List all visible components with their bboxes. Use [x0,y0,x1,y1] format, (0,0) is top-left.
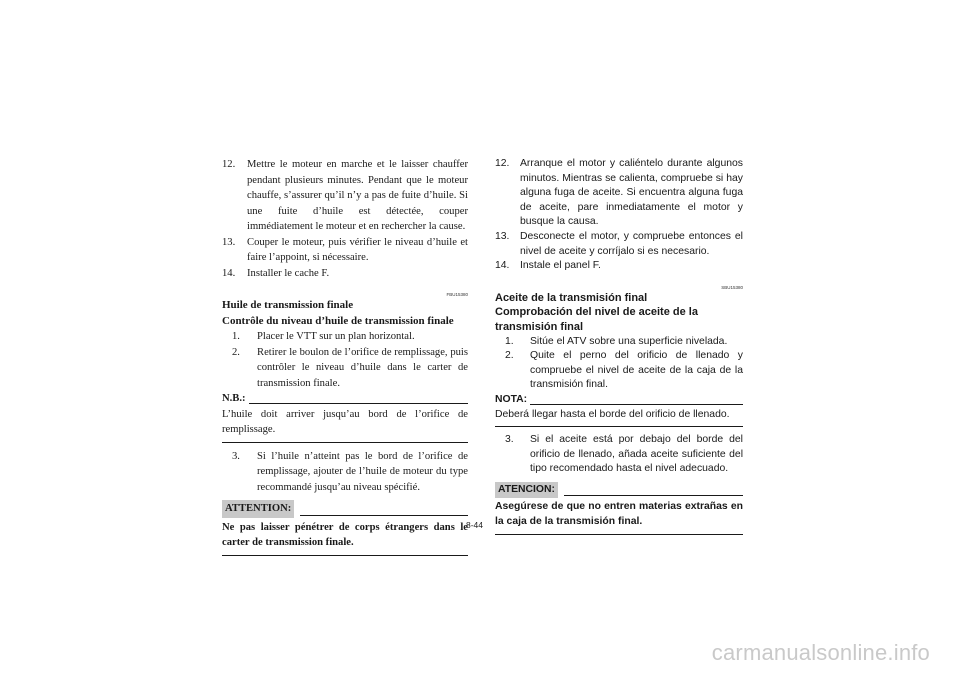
note-label: N.B.: [222,393,246,404]
page-number: 8-44 [466,520,484,530]
step-number: 3. [505,434,514,446]
es-attention-header [495,482,743,499]
es-attention-text: Asegúrese de que no entren materias extrañas en la caja de la transmisión final. [495,501,743,528]
spanish-column [495,157,743,535]
divider [495,534,743,535]
step-number: 1. [505,335,514,347]
es-section-code: SBU15380 [721,284,743,290]
step-number: 12. [495,158,510,169]
step-text: Quite el perno del orificio de llenado y compruebe el nivel de aceite de la caja de la transmisión final. [530,350,743,391]
step-number: 14. [495,260,510,272]
fr-section-heading: Huile de transmission finale [222,299,354,311]
step-number: 3. [232,450,240,462]
fr-step-12 [222,157,468,235]
step-number: 12. [222,159,236,170]
fr-step-3 [222,449,468,496]
es-step-14 [495,259,743,274]
es-section-heading: Aceite de la transmisión final [495,291,648,304]
step-text: Mettre le moteur en marche et le laisser chauffer pendant plusieurs minutes. Pendant que le moteur chauffe, s’assurer qu’il n’y a pas de fuite d’huile. Si une fuite d’huile est détectée, couper immédiatement le moteur et en rechercher la cause. [247,159,468,232]
step-text: Placer le VTT sur un plan horizontal. [257,331,415,342]
step-number: 14. [222,267,236,279]
step-text: Installer le cache F. [247,267,330,279]
note-label: NOTA: [495,393,528,405]
divider [300,515,468,516]
attention-label: ATENCION: [495,482,558,499]
step-text: Si l’huile n’atteint pas le bord de l’orifice de remplissage, ajouter de l’huile de moteur du type recommandé jusqu’au niveau spécifié. [257,450,468,493]
fr-step-13 [222,235,468,266]
attention-label: ATTENTION: [222,500,294,518]
step-number: 1. [232,331,240,342]
es-step-1 [495,335,743,350]
es-section-subheading: Comprobación del nivel de aceite de la transmisión final [495,306,698,333]
es-note-text: Deberá llegar hasta el borde del orificio de llenado. [495,408,730,420]
fr-note-header [222,391,468,407]
step-number: 13. [495,230,510,242]
watermark: carmanualsonline.info [711,640,930,665]
es-step-12 [495,157,743,230]
step-text: Sitúe el ATV sobre una superficie nivelada. [530,335,728,347]
divider [530,404,743,405]
fr-step-14 [222,266,468,282]
es-step-2 [495,349,743,393]
es-step-13 [495,230,743,259]
divider [222,555,468,556]
step-number: 2. [232,346,240,358]
fr-attention-header [222,500,468,518]
step-text: Desconecte el motor, y compruebe entonces el nivel de aceite y corríjalo si es necesario. [520,230,743,257]
step-number: 2. [505,350,514,362]
step-text: Arranque el motor y caliéntelo durante algunos minutos. Mientras se calienta, compruebe si hay alguna fuga de aceite. Si encuentra alguna fuga de aceite, pare inmediatamente el motor y busque la causa. [520,158,743,228]
divider [249,403,468,404]
es-note-header [495,393,743,408]
fr-step-2 [222,345,468,392]
fr-section-subheading: Contrôle du niveau d’huile de transmission finale [222,314,454,327]
divider [495,426,743,427]
step-text: Si el aceite está por debajo del borde del orificio de llenado, añada aceite suficiente del tipo recomendado hasta el nivel adecuado. [530,434,743,475]
fr-section-code: FBU15380 [446,292,468,297]
step-number: 13. [222,236,236,248]
french-column [222,157,468,556]
step-text: Instale el panel F. [520,260,601,272]
fr-step-1 [222,329,468,345]
divider [564,495,743,496]
es-step-3 [495,433,743,477]
step-text: Retirer le boulon de l’orifice de remplissage, puis contrôler le niveau d’huile dans le carter de transmission finale. [257,346,468,389]
divider [222,442,468,443]
step-text: Couper le moteur, puis vérifier le niveau d’huile et faire l’appoint, si nécessaire. [247,236,468,263]
fr-note-text: L’huile doit arriver jusqu’au bord de l’orifice de remplissage. [222,408,468,435]
fr-attention-text: Ne pas laisser pénétrer de corps étrangers dans le carter de transmission finale. [222,521,468,548]
